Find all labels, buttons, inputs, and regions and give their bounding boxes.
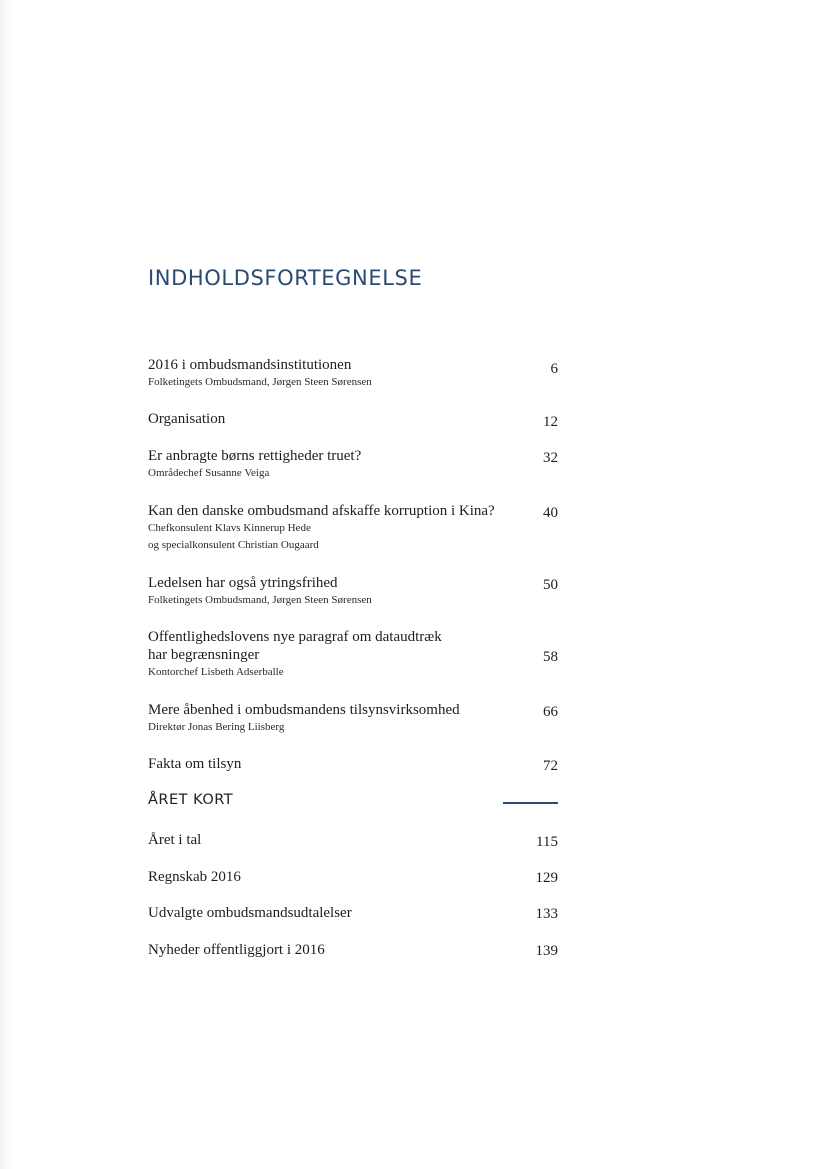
- section-label: ÅRET KORT: [148, 792, 234, 808]
- entry-author: Direktør Jonas Bering Liisberg: [148, 721, 285, 733]
- entry-title: Fakta om tilsyn: [148, 756, 242, 772]
- entry-title: Organisation: [148, 411, 226, 427]
- entry-title: Regnskab 2016: [148, 869, 241, 885]
- entry-author: Folketingets Ombudsmand, Jørgen Steen Sørensen: [148, 376, 372, 388]
- section-header: [148, 792, 558, 812]
- entry-page: 40: [543, 505, 558, 521]
- entry-page: 115: [536, 834, 558, 850]
- toc-entry: [148, 941, 558, 959]
- entry-page: 6: [550, 361, 558, 377]
- entry-page: 139: [535, 943, 558, 959]
- entry-author: Chefkonsulent Klavs Kinnerup Hede: [148, 522, 311, 534]
- entry-page: 32: [543, 450, 558, 466]
- entry-author: Kontorchef Lisbeth Adserballe: [148, 666, 284, 678]
- toc-title: INDHOLDSFORTEGNELSE: [148, 266, 423, 290]
- page-edge: [0, 0, 14, 1169]
- entry-page: 72: [543, 758, 558, 774]
- entry-page: 58: [543, 649, 558, 665]
- entry-title: Nyheder offentliggjort i 2016: [148, 942, 325, 958]
- entry-title: Ledelsen har også ytringsfrihed: [148, 575, 338, 591]
- entry-title: 2016 i ombudsmandsinstitutionen: [148, 357, 352, 373]
- entry-author: Områdechef Susanne Veiga: [148, 467, 270, 479]
- entry-title: Udvalgte ombudsmandsudtalelser: [148, 905, 352, 921]
- section-aaret-kort: [148, 0, 558, 1169]
- toc-entry: [148, 831, 558, 849]
- entry-page: 133: [535, 906, 558, 922]
- entry-title: har begrænsninger: [148, 647, 260, 663]
- entry-page: 66: [543, 704, 558, 720]
- entry-title: Mere åbenhed i ombudsmandens tilsynsvirksomhed: [148, 702, 460, 718]
- entry-author: Folketingets Ombudsmand, Jørgen Steen Sørensen: [148, 594, 372, 606]
- entry-title: Kan den danske ombudsmand afskaffe korruption i Kina?: [148, 503, 495, 519]
- entry-title: Året i tal: [148, 832, 202, 848]
- toc-entry: [148, 904, 558, 922]
- entry-page: 50: [543, 577, 558, 593]
- entry-title: Er anbragte børns rettigheder truet?: [148, 448, 362, 464]
- entry-title: Offentlighedslovens nye paragraf om dataudtræk: [148, 629, 442, 645]
- toc-entry: [148, 868, 558, 886]
- entry-author: og specialkonsulent Christian Ougaard: [148, 539, 319, 551]
- entry-page: 12: [543, 414, 558, 430]
- section-rule: [503, 802, 558, 804]
- entry-page: 129: [535, 870, 558, 886]
